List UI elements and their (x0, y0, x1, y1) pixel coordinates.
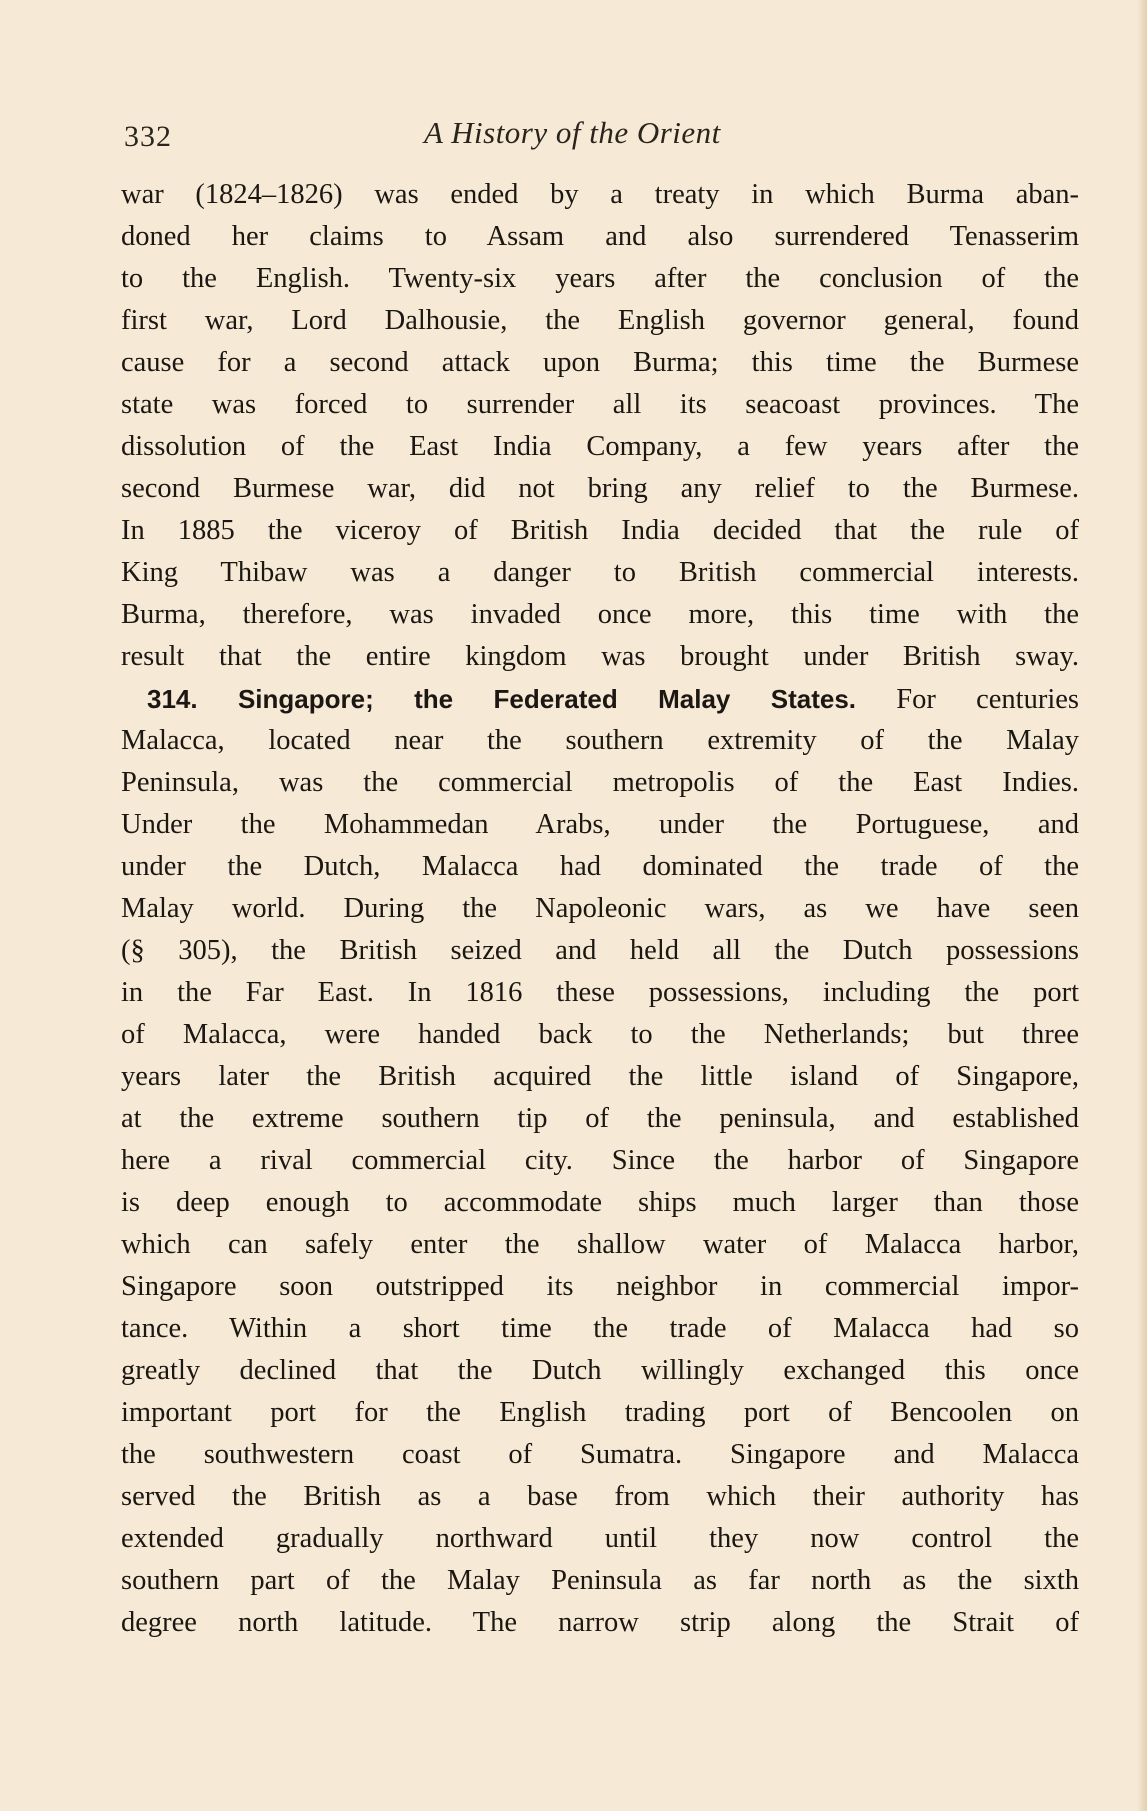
text-line: under the Dutch, Malacca had dominated the trade of the (121, 851, 1079, 882)
text-line: state was forced to surrender all its seacoast provinces. The (121, 389, 1079, 420)
section-lead-text: For centuries (896, 684, 1079, 715)
body-text (121, 174, 1079, 1644)
text-line: important port for the English trading port of Bencoolen on (121, 1397, 1079, 1428)
text-line: Under the Mohammedan Arabs, under the Portuguese, and (121, 809, 1079, 840)
text-line: cause for a second attack upon Burma; this time the Burmese (121, 347, 1079, 378)
text-line: Malay world. During the Napoleonic wars, as we have seen (121, 893, 1079, 924)
text-line: southern part of the Malay Peninsula as far north as the sixth (121, 1565, 1079, 1596)
page-edge-shadow (1137, 0, 1147, 1811)
text-line: (§ 305), the British seized and held all the Dutch possessions (121, 935, 1079, 966)
page-header (124, 115, 1074, 155)
page-number: 332 (124, 120, 172, 153)
text-line: at the extreme southern tip of the peninsula, and established (121, 1103, 1079, 1134)
text-line: Burma, therefore, was invaded once more, this time with the (121, 599, 1079, 630)
text-line: here a rival commercial city. Since the harbor of Singapore (121, 1145, 1079, 1176)
text-line: to the English. Twenty-six years after the conclusion of the (121, 263, 1079, 294)
text-line: Peninsula, was the commercial metropolis of the East Indies. (121, 767, 1079, 798)
section-first-line (121, 678, 1079, 720)
text-line: King Thibaw was a danger to British commercial interests. (121, 557, 1079, 588)
text-line: dissolution of the East India Company, a few years after the (121, 431, 1079, 462)
text-line: result that the entire kingdom was brought under British sway. (121, 641, 1079, 672)
text-line: extended gradually northward until they now control the (121, 1523, 1079, 1554)
text-line: degree north latitude. The narrow strip along the Strait of (121, 1607, 1079, 1638)
text-line: Singapore soon outstripped its neighbor in commercial impor- (121, 1271, 1079, 1302)
text-line: doned her claims to Assam and also surrendered Tenasserim (121, 221, 1079, 252)
text-line: Malacca, located near the southern extremity of the Malay (121, 725, 1079, 756)
text-line: served the British as a base from which their authority has (121, 1481, 1079, 1512)
text-line: years later the British acquired the little island of Singapore, (121, 1061, 1079, 1092)
text-line: of Malacca, were handed back to the Netherlands; but three (121, 1019, 1079, 1050)
text-line: the southwestern coast of Sumatra. Singapore and Malacca (121, 1439, 1079, 1470)
text-line: tance. Within a short time the trade of Malacca had so (121, 1313, 1079, 1344)
text-line: In 1885 the viceroy of British India decided that the rule of (121, 515, 1079, 546)
text-line: first war, Lord Dalhousie, the English governor general, found (121, 305, 1079, 336)
running-title: A History of the Orient (424, 115, 721, 150)
text-line: second Burmese war, did not bring any relief to the Burmese. (121, 473, 1079, 504)
text-line: is deep enough to accommodate ships much larger than those (121, 1187, 1079, 1218)
section-heading: 314. Singapore; the Federated Malay States. (147, 684, 856, 714)
text-line: greatly declined that the Dutch willingly exchanged this once (121, 1355, 1079, 1386)
text-line: which can safely enter the shallow water of Malacca harbor, (121, 1229, 1079, 1260)
text-line: war (1824–1826) was ended by a treaty in which Burma aban- (121, 179, 1079, 210)
text-line: in the Far East. In 1816 these possessions, including the port (121, 977, 1079, 1008)
